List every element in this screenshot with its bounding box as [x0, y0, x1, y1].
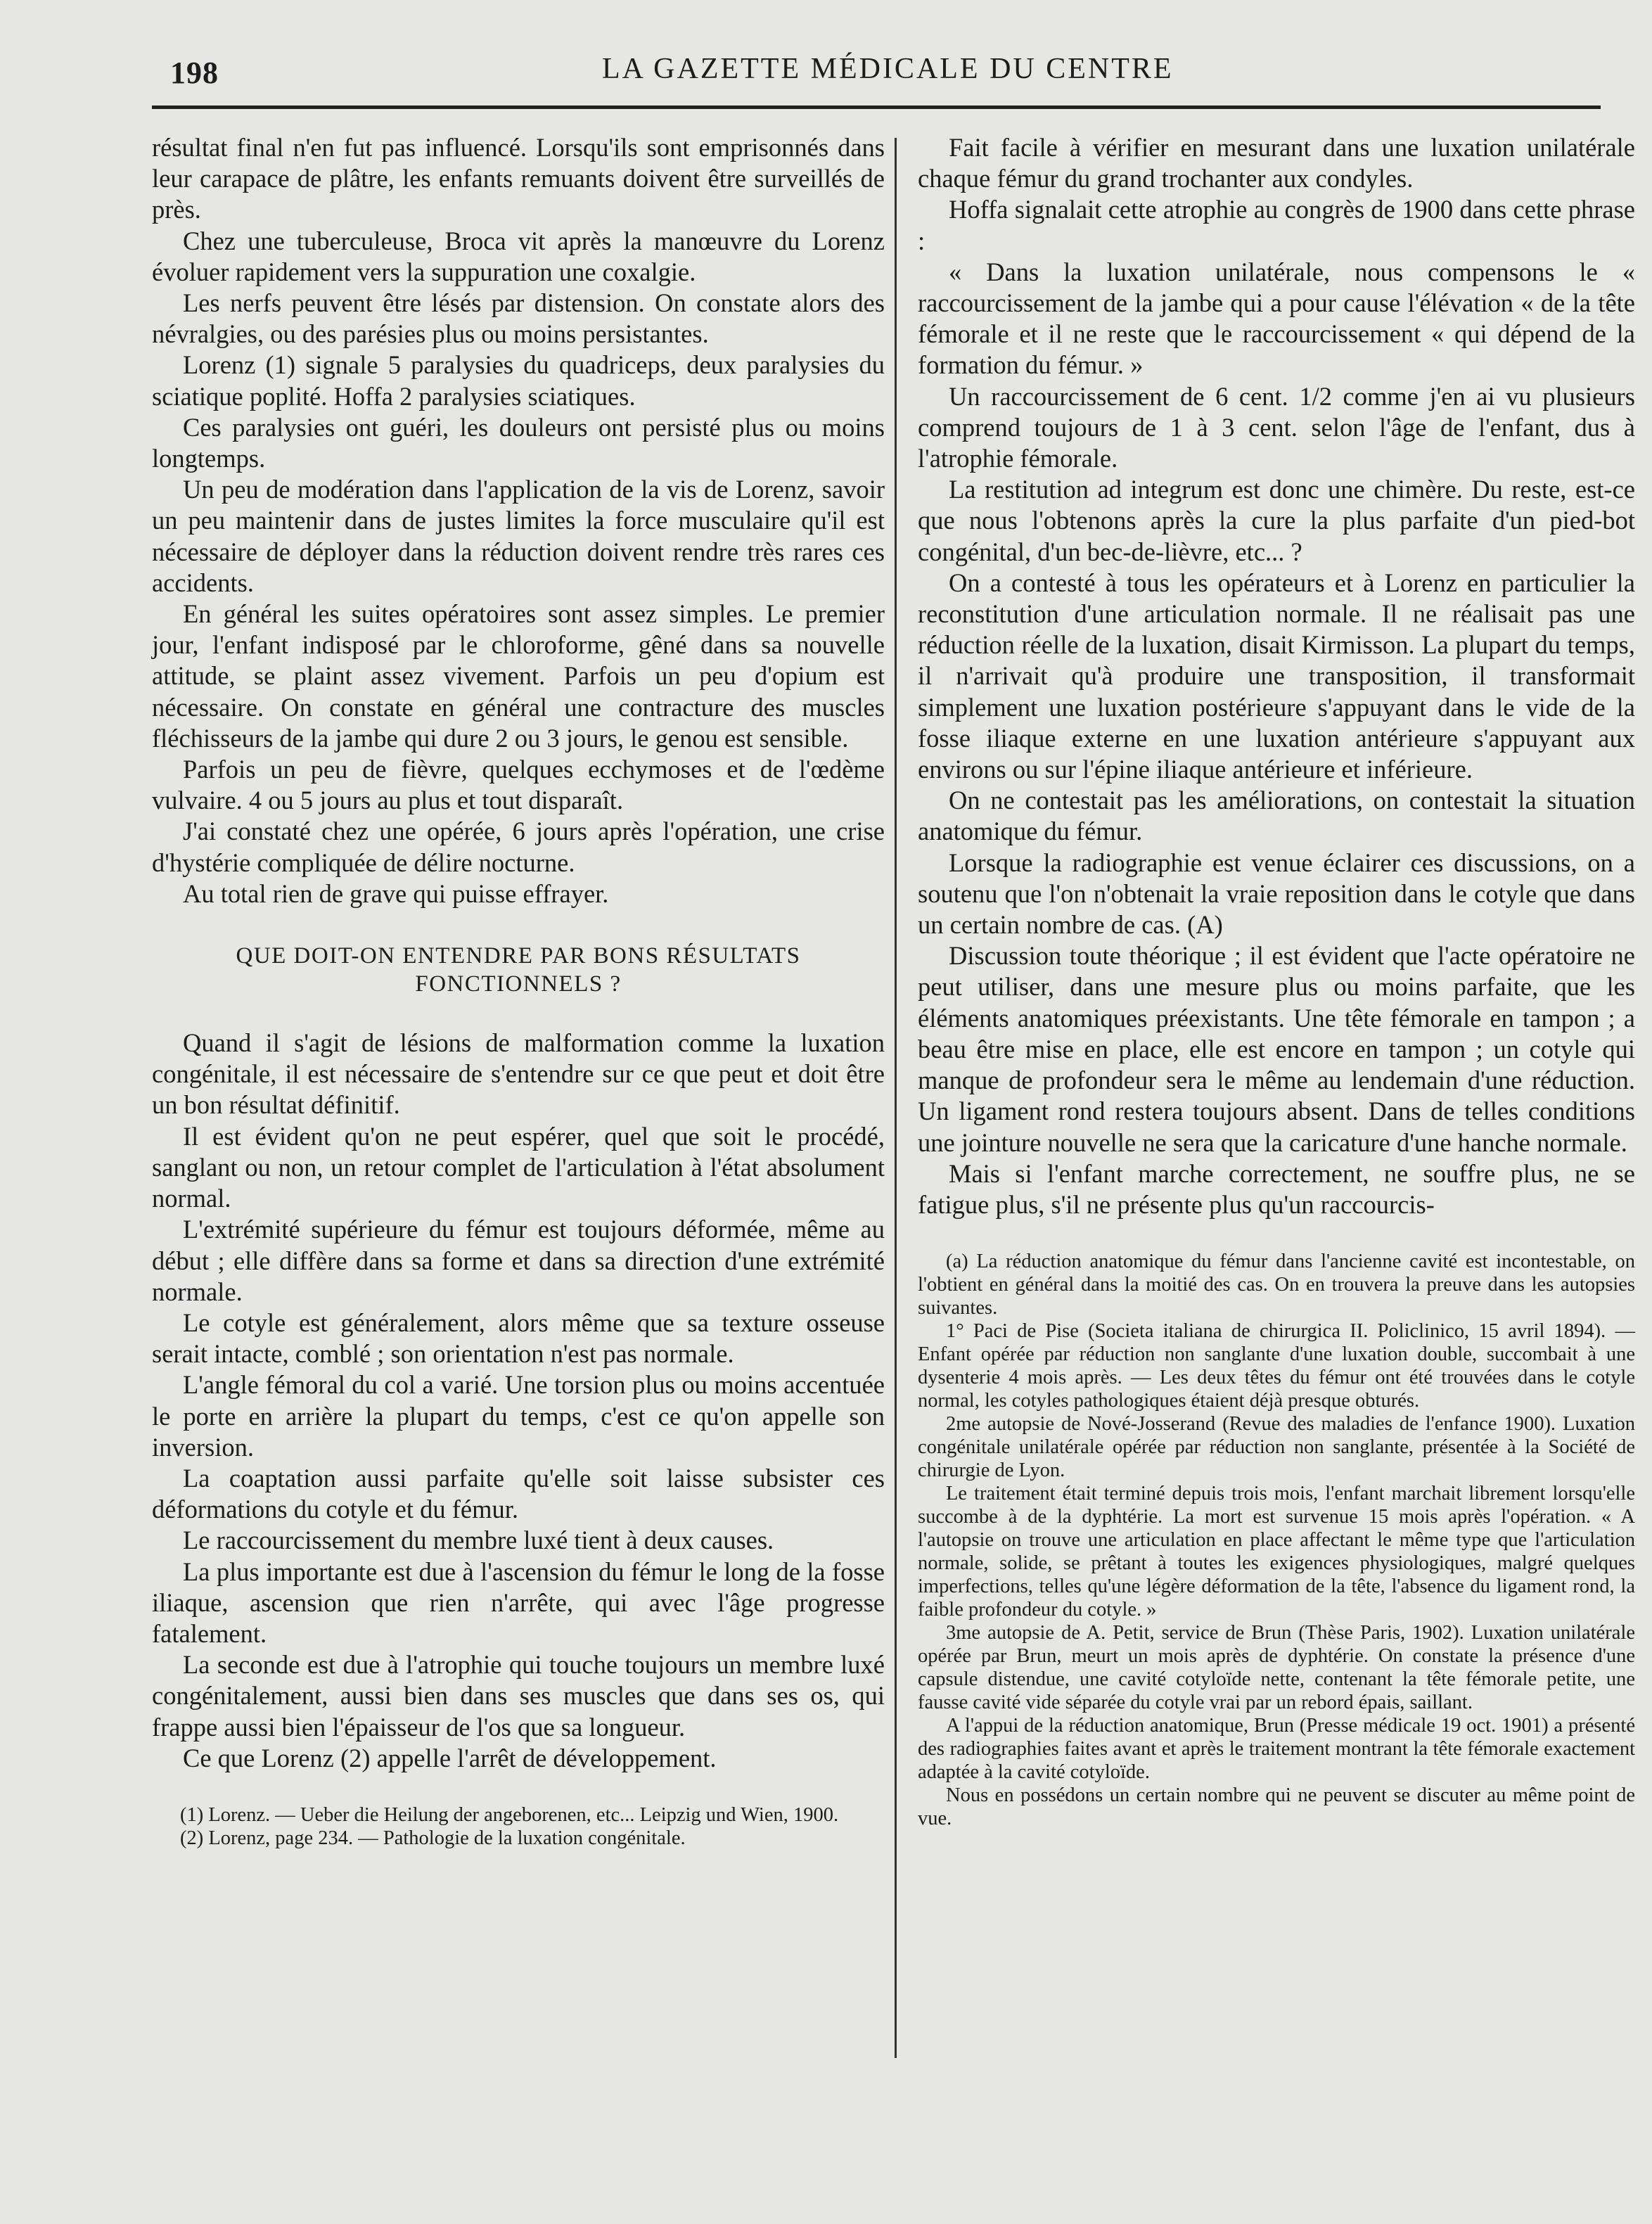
paragraph: Ce que Lorenz (2) appelle l'arrêt de développement.	[183, 1743, 717, 1772]
note: Nous en possédons un certain nombre qui ne peuvent se discuter au même point de vue.	[918, 1784, 1635, 1830]
column-divider	[895, 138, 897, 2058]
paragraph: Lorenz (1) signale 5 paralysies du quadriceps, deux paralysies du sciatique poplité. Hoffa 2 paralysies sciatiques.	[152, 350, 885, 411]
paragraph: Mais si l'enfant marche correctement, ne souffre plus, ne se fatigue plus, s'il ne présente plus qu'un raccourcis-	[918, 1158, 1635, 1219]
paragraph: Au total rien de grave qui puisse effrayer.	[183, 878, 609, 908]
paragraph: L'angle fémoral du col a varié. Une torsion plus ou moins accentuée le porte en arrière la plupart du temps, c'est ce qu'on appelle son inversion.	[152, 1370, 885, 1462]
paragraph: On ne contestait pas les améliorations, on contestait la situation anatomique du fémur.	[918, 786, 1635, 846]
page-number: 198	[170, 56, 219, 90]
paragraph: Un peu de modération dans l'application de la vis de Lorenz, savoir un peu maintenir dans de justes limites la force musculaire qu'il est nécessaire de déployer dans la réduction doivent rendre très rares ces accidents.	[152, 475, 885, 597]
paragraph: Un raccourcissement de 6 cent. 1/2 comme j'en ai vu plusieurs comprend toujours de 1 à 3 cent. selon l'âge de l'enfant, dus à l'atrophie fémorale.	[918, 381, 1635, 473]
paragraph: La seconde est due à l'atrophie qui touche toujours un membre luxé congénitalement, aussi bien dans ses muscles que dans ses os, qui frappe aussi bien l'épaisseur de l'os que sa longueur.	[152, 1650, 885, 1742]
header-rule	[152, 106, 1601, 109]
paragraph: Ces paralysies ont guéri, les douleurs ont persisté plus ou moins longtemps.	[152, 412, 885, 473]
paragraph: En général les suites opératoires sont assez simples. Le premier jour, l'enfant indisposé par le chloroforme, gêné dans sa nouvelle attitude, se plaint assez vivement. Parfois un peu d'opium est nécessaire. On constate en général une contracture des muscles fléchisseurs de la jambe qui dure 2 ou 3 jours, le genou est sensible.	[152, 599, 885, 753]
journal-title: LA GAZETTE MÉDICALE DU CENTRE	[602, 53, 1174, 85]
note: Le traitement était terminé depuis trois mois, l'enfant marchait librement lorsqu'elle succombe à de la dyphtérie. La mort est survenue 15 mois après l'opération. « A l'autopsie on trouve une articulation en place affectant le même type que l'articulation normale, solide, se prêtant à toutes les exigences physiologiques, malgré quelques imperfections, telles qu'une légère déformation de la tête, l'absence du ligament rond, la faible profondeur du cotyle. »	[918, 1483, 1635, 1621]
paragraph: La restitution ad integrum est donc une chimère. Du reste, est-ce que nous l'obtenons après la cure la plus parfaite d'un pied-bot congénital, d'un bec-de-lièvre, etc... ?	[918, 475, 1635, 566]
paragraph: Les nerfs peuvent être lésés par distension. On constate alors des névralgies, ou des parésies plus ou moins persistantes.	[152, 288, 885, 349]
section-heading-line: QUE DOIT-ON ENTENDRE PAR BONS RÉSULTATS	[236, 943, 801, 969]
paragraph: résultat final n'en fut pas influencé. Lorsqu'ils sont emprisonnés dans leur carapace de plâtre, les enfants remuants doivent être surveillés de près.	[152, 133, 885, 224]
section-heading	[152, 942, 885, 998]
quotation: « Dans la luxation unilatérale, nous compensons le « raccourcissement de la jambe qui a pour cause l'élévation « de la tête fémorale et il ne reste que le raccourcissement « qui dépend de la formation du fémur. »	[918, 257, 1635, 380]
paragraph: Le raccourcissement du membre luxé tient à deux causes.	[183, 1526, 774, 1555]
note: 2me autopsie de Nové-Josserand (Revue des maladies de l'enfance 1900). Luxation congénitale unilatérale opérée par réduction non sanglante, présentée à la Société de chirurgie de Lyon.	[918, 1413, 1635, 1482]
notes	[918, 1250, 1635, 1830]
footnote: (2) Lorenz, page 234. — Pathologie de la luxation congénitale.	[180, 1827, 686, 1849]
note: 1° Paci de Pise (Societa italiana de chirurgica II. Policlinico, 15 avril 1894). — Enfant opérée par réduction non sanglante d'une luxation double, succombait à une dysenterie 4 mois après. — Les deux têtes du fémur ont été trouvées dans le cotyle normal, les cotyles pathologiques étaient déjà presque obturés.	[918, 1320, 1635, 1412]
note: 3me autopsie de A. Petit, service de Brun (Thèse Paris, 1902). Luxation unilatérale opérée par Brun, meurt un mois après de dyphtérie. On constate la présence d'une capsule distendue, une cavité cotyloïde nette, contenant la tête fémorale petite, une fausse cavité vide séparée du cotyle vrai par un rebord épais, saillant.	[918, 1622, 1635, 1714]
paragraph: Lorsque la radiographie est venue éclairer ces discussions, on a soutenu que l'on n'obtenait la vraie reposition dans le cotyle que dans un certain nombre de cas. (A)	[918, 848, 1635, 940]
paragraph: La coaptation aussi parfaite qu'elle soit laisse subsister ces déformations du cotyle et du fémur.	[152, 1463, 885, 1524]
paragraph: Chez une tuberculeuse, Broca vit après la manœuvre du Lorenz évoluer rapidement vers la suppuration une coxalgie.	[152, 226, 885, 286]
paragraph: Le cotyle est généralement, alors même que sa texture osseuse serait intacte, comblé ; son orientation n'est pas normale.	[152, 1308, 885, 1369]
page-header	[152, 48, 1594, 97]
paragraph: Parfois un peu de fièvre, quelques ecchymoses et de l'œdème vulvaire. 4 ou 5 jours au plus et tout disparaît.	[152, 755, 885, 815]
footnotes	[152, 1803, 885, 1850]
note: A l'appui de la réduction anatomique, Brun (Presse médicale 19 oct. 1901) a présenté des radiographies faites avant et après le traitement montrant la tête fémorale exactement adaptée à la cavité cotyloïde.	[918, 1715, 1635, 1784]
left-column	[152, 132, 885, 1850]
paragraph: Quand il s'agit de lésions de malformation comme la luxation congénitale, il est nécessaire de s'entendre sur ce que peut et doit être un bon résultat définitif.	[152, 1028, 885, 1120]
paragraph: Il est évident qu'on ne peut espérer, quel que soit le procédé, sanglant ou non, un retour complet de l'articulation à l'état absolument normal.	[152, 1121, 885, 1213]
paragraph: Hoffa signalait cette atrophie au congrès de 1900 dans cette phrase :	[918, 195, 1635, 255]
paragraph: Fait facile à vérifier en mesurant dans une luxation unilatérale chaque fémur du grand trochanter aux condyles.	[918, 133, 1635, 193]
note: (a) La réduction anatomique du fémur dans l'ancienne cavité est incontestable, on l'obtient en général dans la moitié des cas. On en trouvera la preuve dans les autopsies suivantes.	[918, 1251, 1635, 1319]
right-column	[918, 132, 1635, 1830]
paragraph: La plus importante est due à l'ascension du fémur le long de la fosse iliaque, ascension que rien n'arrête, qui avec l'âge progresse fatalement.	[152, 1557, 885, 1648]
section-heading-line: FONCTIONNELS ?	[415, 971, 622, 997]
paragraph: On a contesté à tous les opérateurs et à Lorenz en particulier la reconstitution d'une articulation normale. Il ne réalisait pas une réduction réelle de la luxation, disait Kirmisson. La plupart du temps, il n'arrivait qu'à produire une transposition, il transformait simplement une luxation postérieure s'appuyant dans le vide de la fosse iliaque externe en une luxation antérieure s'appuyant aux environs ou sur l'épine iliaque antérieure et inférieure.	[918, 568, 1635, 784]
paragraph: L'extrémité supérieure du fémur est toujours déformée, même au début ; elle diffère dans sa forme et dans sa direction d'une extrémité normale.	[152, 1215, 885, 1306]
paragraph: Discussion toute théorique ; il est évident que l'acte opératoire ne peut utiliser, dans une mesure plus ou moins parfaite, que les éléments anatomiques préexistants. Une tête fémorale en tampon ; a beau être mise en place, elle est encore en tampon ; un cotyle qui manque de profondeur sera le même au lendemain d'une réduction. Un ligament rond restera toujours absent. Dans de telles conditions une jointure nouvelle ne sera que la caricature d'une hanche normale.	[918, 941, 1635, 1157]
footnote: (1) Lorenz. — Ueber die Heilung der angeborenen, etc... Leipzig und Wien, 1900.	[180, 1803, 839, 1826]
paragraph: J'ai constaté chez une opérée, 6 jours après l'opération, une crise d'hystérie compliquée de délire nocturne.	[152, 817, 885, 877]
